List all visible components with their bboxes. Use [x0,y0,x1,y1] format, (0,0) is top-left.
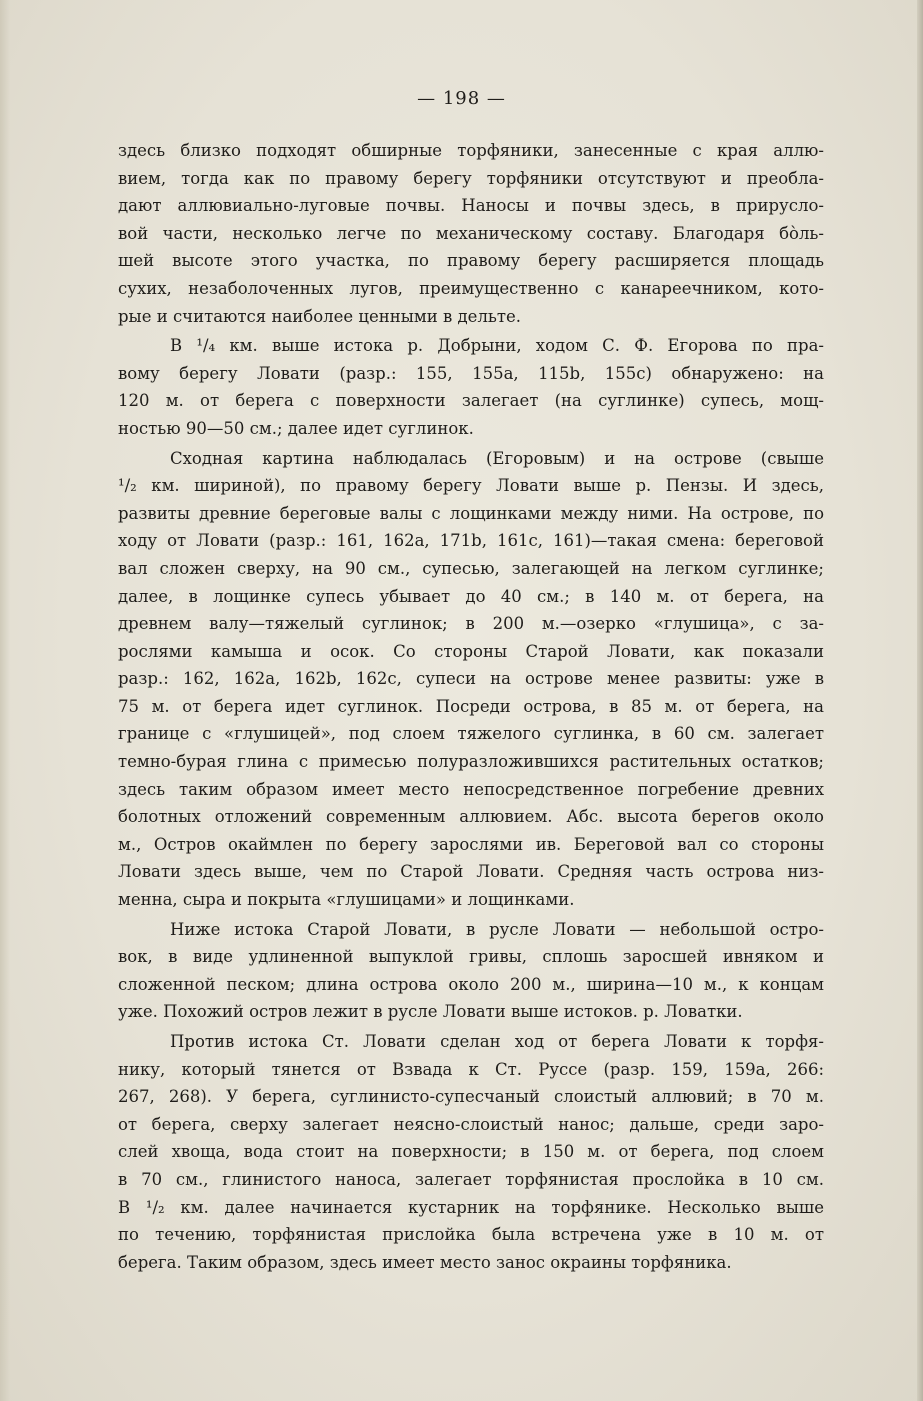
text-line: Ниже истока Старой Ловати, в русле Ловати — небольшой остро- [170,919,824,939]
text-line: от берега, сверху залегает неясно-слоистый нанос; дальше, среди заро- [118,1114,824,1134]
text-line: 75 м. от берега идет суглинок. Посреди острова, в 85 м. от берега, на [118,696,824,716]
text-line: вием, тогда как по правому берегу торфяники отсутствуют и преобла- [118,168,824,188]
text-line: в 70 см., глинистого наноса, залегает торфянистая прослойка в 10 см. [118,1169,824,1189]
text-line: берега. Таким образом, здесь имеет место занос окраины торфяника. [118,1252,732,1272]
text-line: уже. Похожий остров лежит в русле Ловати выше истоков. р. Ловатки. [118,1002,743,1022]
text-line: болотных отложений современным аллювием. Абс. высота берегов около [118,807,824,827]
text-line: границе с «глушицей», под слоем тяжелого суглинка, в 60 см. залегает [118,724,824,744]
text-line: слей хвоща, вода стоит на поверхности; в 150 м. от берега, под слоем [118,1142,824,1162]
body-text [118,137,824,1276]
text-line: рые и считаются наиболее ценными в дельте. [118,306,522,326]
text-line: вому берегу Ловати (разр.: 155, 155a, 115b, 155c) обнаружено: на [118,363,824,383]
text-line: сухих, незаболоченных лугов, преимущественно с канареечником, кото- [118,278,824,298]
text-line: менна, сыра и покрыта «глушицами» и лощинками. [118,890,575,910]
text-line: ¹/₂ км. шириной), по правому берегу Ловати выше р. Пензы. И здесь, [118,476,824,496]
text-line: по течению, торфянистая прислойка была встречена уже в 10 м. от [118,1225,824,1245]
text-line: м., Остров окаймлен по берегу зарослями ив. Береговой вал со стороны [118,834,824,854]
text-line: вок, в виде удлиненной выпуклой гривы, сплошь заросшей ивняком и [118,947,824,967]
text-line: здесь близко подходят обширные торфяники, занесенные с края аллю- [118,141,824,160]
text-line: В ¹/₄ км. выше истока р. Добрыни, ходом С. Ф. Егорова по пра- [170,336,824,356]
text-line: рослями камыша и осок. Со стороны Старой Ловати, как показали [118,641,824,661]
text-line: древнем валу—тяжелый суглинок; в 200 м.—озерко «глушица», с за- [118,614,824,634]
text-line: 120 м. от берега с поверхности залегает (на суглинке) супесь, мощ- [118,391,824,411]
paragraph [118,916,824,1026]
text-line: далее, в лощинке супесь убывает до 40 см.; в 140 м. от берега, на [118,586,824,606]
text-line: шей высоте этого участка, по правому берегу расширяется площадь [118,251,824,271]
text-line: вой части, несколько легче по механическому составу. Благодаря бо̀ль- [118,223,824,243]
text-line: ходу от Ловати (разр.: 161, 162a, 171b, 161c, 161)—такая смена: береговой [118,531,824,551]
text-line: Ловати здесь выше, чем по Старой Ловати. Средняя часть острова низ- [118,862,824,882]
text-line: дают аллювиально-луговые почвы. Наносы и почвы здесь, в прирусло- [118,196,824,216]
text-line: развиты древние береговые валы с лощинками между ними. На острове, по [118,503,824,523]
paragraph [118,445,824,914]
page-edge-left [0,0,10,1401]
paragraph [118,332,824,442]
page-edge-right [917,0,923,1401]
paragraph [118,137,824,330]
text-line: ностью 90—50 см.; далее идет суглинок. [118,418,474,438]
text-line: Сходная картина наблюдалась (Егоровым) и на острове (свыше [170,448,824,468]
text-line: разр.: 162, 162a, 162b, 162c, супеси на острове менее развиты: уже в [118,669,824,689]
text-line: 267, 268). У берега, суглинисто-супесчаный слоистый аллювий; в 70 м. [118,1087,824,1107]
text-line: нику, который тянется от Взвада к Ст. Руссе (разр. 159, 159a, 266: [118,1059,824,1079]
text-line: сложенной песком; длина острова около 200 м., ширина—10 м., к концам [118,974,824,994]
paragraph [118,1028,824,1276]
text-line: Против истока Ст. Ловати сделан ход от берега Ловати к торфя- [170,1032,824,1051]
page-number: — 198 — [417,88,506,109]
text-line: В ¹/₂ км. далее начинается кустарник на торфянике. Несколько выше [118,1197,824,1217]
text-line: вал сложен сверху, на 90 см., супесью, залегающей на легком суглинке; [118,558,824,578]
text-line: темно-бурая глина с примесью полуразложившихся растительных остатков; [118,752,824,772]
text-line: здесь таким образом имеет место непосредственное погребение древних [118,779,824,799]
